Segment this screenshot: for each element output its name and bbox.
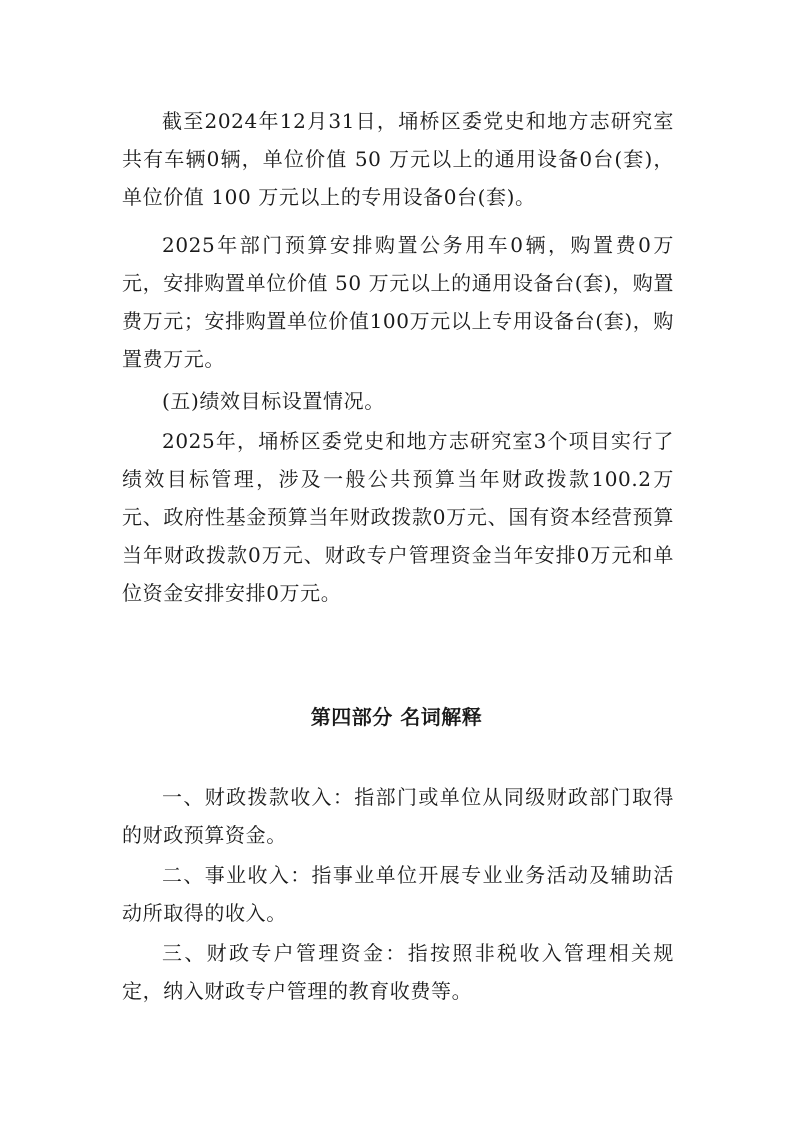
paragraph-vehicles-equipment: 截至2024年12月31日，埇桥区委党史和地方志研究室共有车辆0辆，单位价值 50 万元以上的通用设备0台(套)，单位价值 100 万元以上的专用设备0台(套)。	[122, 109, 674, 209]
section-heading-glossary: 第四部分 名词解释	[310, 705, 483, 729]
paragraph-2025-purchase-budget: 2025年部门预算安排购置公务用车0辆，购置费0万元，安排购置单位价值 50 万元以上的通用设备台(套)，购置费万元；安排购置单位价值100万元以上专用设备台(套)，购置费万元。	[122, 233, 674, 371]
definition-fiscal-appropriation-income: 一、财政拨款收入：指部门或单位从同级财政部门取得的财政预算资金。	[122, 785, 674, 847]
definition-fiscal-special-account-funds: 三、财政专户管理资金：指按照非税收入管理相关规定，纳入财政专户管理的教育收费等。	[122, 941, 674, 1003]
paragraph-performance-goals-heading: (五)绩效目标设置情况。	[162, 389, 385, 413]
definition-business-income: 二、事业收入：指事业单位开展专业业务活动及辅助活动所取得的收入。	[122, 863, 674, 925]
paragraph-performance-goals-detail: 2025年，埇桥区委党史和地方志研究室3个项目实行了绩效目标管理，涉及一般公共预算当年财政拨款100.2万元、政府性基金预算当年财政拨款0万元、国有资本经营预算当年财政拨款0万元、财政专户管理资金当年安排0万元和单位资金安排安排0万元。	[122, 429, 674, 605]
